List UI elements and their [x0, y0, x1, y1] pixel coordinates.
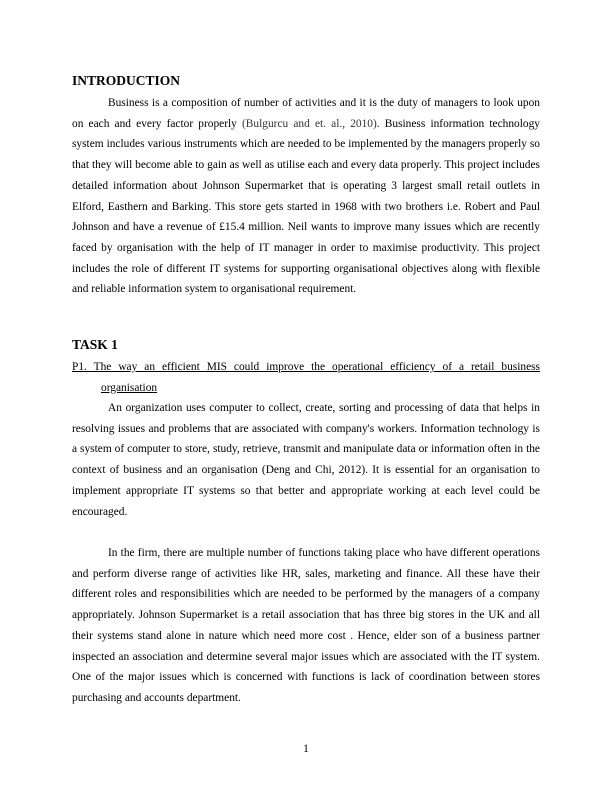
introduction-citation: (Bulgurcu and et. al., 2010) — [242, 117, 377, 130]
task1-heading: TASK 1 — [72, 337, 118, 352]
introduction-text-start: Business is a composition of number of activities and it is the duty of managers to look upon on each and every factor properly — [72, 97, 540, 130]
introduction-heading: INTRODUCTION — [72, 73, 181, 88]
introduction-paragraph — [72, 93, 540, 300]
task1-paragraph-1: An organization uses computer to collect, create, sorting and processing of data that helps in resolving issues and problems that are associated with company's workers. Information technology is a system of computer to store, study, retrieve, transmit and manipulate data or information often in the context of business and an organisation (Deng and Chi, 2012). It is essential for an organisation to implement appropriate IT systems so that better and appropriate working at each level could be encouraged. — [72, 402, 540, 518]
task1-paragraph-2: In the firm, there are multiple number of functions taking place who have different operations and perform diverse range of activities like HR, sales, marketing and finance. All these have their different roles and responsibilities which are needed to be performed by the managers of a company appropriately. Johnson Supermarket is a retail association that has three big stores in the UK and all their systems stand alone in nature which need more cost . Hence, elder son of a business partner inspected an association and determine several major issues which are associated with the IT system. One of the major issues which is concerned with functions is lack of coordination between stores purchasing and accounts department. — [72, 547, 540, 704]
task1-subheading: P1. The way an efficient MIS could improve the operational efficiency of a retail business organisation — [72, 361, 540, 394]
page-number: 1 — [303, 743, 309, 755]
introduction-text-rest: . Business information technology system includes various instruments which are needed to be implemented by the managers properly so that they will become able to gain as well as utilise each and every data properly. This project includes detailed information about Johnson Supermarket that is operating 3 largest small retail outlets in Elford, Easthern and Barking. This store gets started in 1968 with two brothers i.e. Robert and Paul Johnson and have a revenue of £15.4 million. Neil wants to improve many issues which are recently faced by organisation with the help of IT manager in order to maximise productivity. This project includes the role of different IT systems for supporting organisational objectives along with flexible and reliable information system to organisational requirement. — [72, 117, 540, 296]
